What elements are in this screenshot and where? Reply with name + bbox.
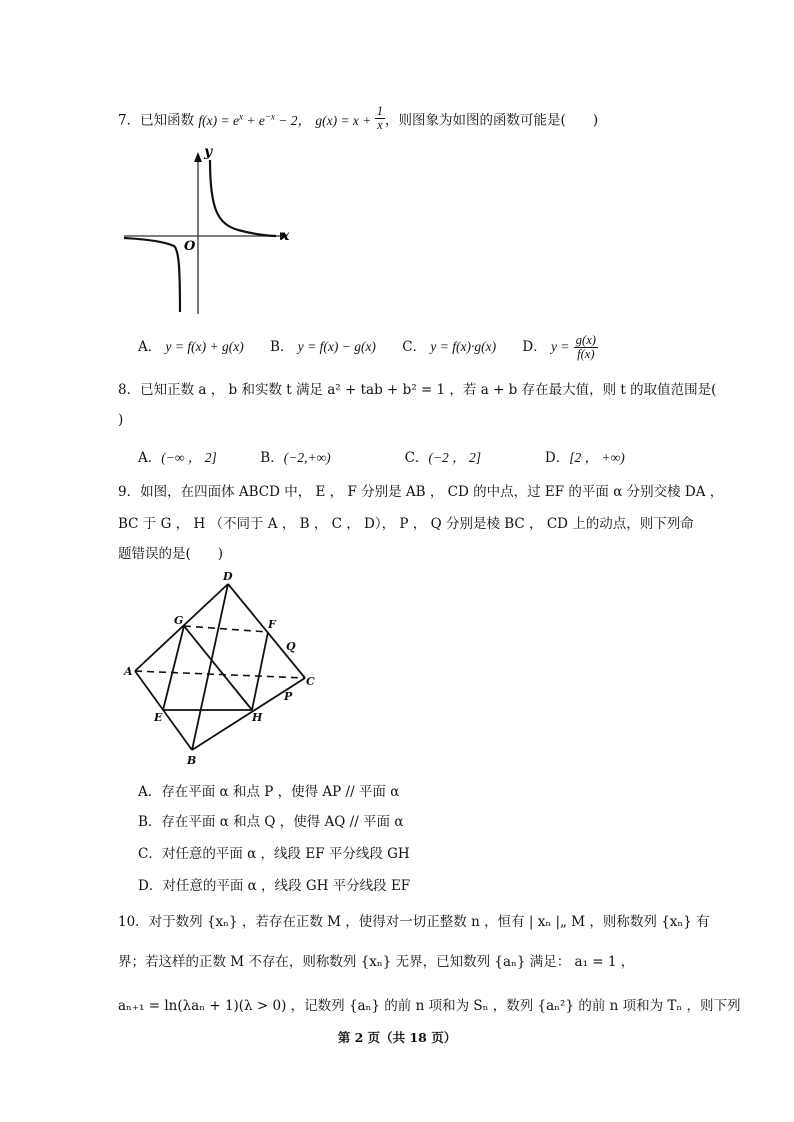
q7-options bbox=[138, 334, 598, 361]
segment-GF-hidden bbox=[184, 626, 268, 632]
q10-stem-line1: 10．对于数列 {xₙ} ，若存在正数 M ，使得对一切正整数 n ，恒有 | xₙ |„ M ，则称数列 {xₙ} 有 bbox=[118, 914, 710, 930]
q7-option-c[interactable]: C． y = f(x)·g(x) bbox=[402, 339, 497, 356]
q9-stem-line2: BC 于 G ， H （不同于 A ， B ， C ， D）， P ， Q 分别是棱 BC ， CD 上的动点，则下列命 bbox=[118, 516, 694, 532]
label-E: E bbox=[154, 711, 163, 724]
label-A: A bbox=[124, 665, 133, 678]
q9-option-b[interactable]: B．存在平面 α 和点 Q ，使得 AQ // 平面 α bbox=[138, 814, 404, 830]
label-P: P bbox=[284, 690, 293, 703]
page-footer: 第 2 页（共 18 页） bbox=[337, 1030, 457, 1045]
q8-options bbox=[138, 446, 625, 466]
label-D: D bbox=[223, 570, 233, 583]
q7-option-a[interactable]: A． y = f(x) + g(x) bbox=[138, 339, 244, 356]
q8-stem-line2: ) bbox=[118, 412, 124, 428]
edge-DB bbox=[192, 584, 228, 750]
q7-tail: ，则图象为如图的函数可能是( ) bbox=[385, 112, 599, 129]
q9-option-c[interactable]: C．对任意的平面 α ，线段 EF 平分线段 GH bbox=[138, 846, 410, 862]
q9-stem-line1: 9．如图，在四面体 ABCD 中， E ， F 分别是 AB ， CD 的中点，过 EF 的平面 α 分别交棱 DA ， bbox=[118, 484, 724, 500]
right-branch-curve bbox=[210, 160, 276, 236]
left-branch-curve bbox=[124, 238, 180, 312]
segment-FH bbox=[252, 632, 268, 710]
label-Q: Q bbox=[286, 640, 296, 653]
q8-stem-line1: 8．已知正数 a ， b 和实数 t 满足 a² + tab + b² = 1 ，若 a + b 存在最大值，则 t 的取值范围是( bbox=[118, 382, 717, 398]
q9-tetrahedron-figure bbox=[120, 568, 325, 766]
label-B: B bbox=[187, 754, 197, 766]
origin-label: O bbox=[184, 239, 196, 254]
q8-option-d[interactable]: D．[2 ， +∞) bbox=[544, 450, 625, 466]
edge-AC-hidden bbox=[135, 671, 305, 678]
q8-option-b[interactable]: B．(−2,+∞) bbox=[260, 450, 331, 466]
q7-stem bbox=[118, 104, 598, 133]
q9-stem-line3: 题错误的是( ) bbox=[118, 546, 224, 562]
q8-option-c[interactable]: C．(−2 ， 2] bbox=[404, 450, 482, 466]
edge-CB bbox=[192, 678, 305, 750]
q7-function-graph bbox=[118, 140, 298, 318]
edge-DC bbox=[228, 584, 305, 678]
segment-GE bbox=[163, 626, 184, 710]
q10-stem-line2: 界；若这样的正数 M 不存在，则称数列 {xₙ} 无界，已知数列 {aₙ} 满足： a₁ = 1 ， bbox=[118, 954, 635, 970]
q10-stem-line3: aₙ₊₁ = ln(λaₙ + 1)(λ > 0) ，记数列 {aₙ} 的前 n 项和为 Sₙ ，数列 {aₙ²} 的前 n 项和为 Tₙ ，则下列 bbox=[118, 998, 741, 1014]
q7-lead: 已知函数 bbox=[140, 112, 195, 129]
q7-option-b[interactable]: B． y = f(x) − g(x) bbox=[270, 339, 376, 356]
label-C: C bbox=[306, 675, 315, 688]
q7-option-d[interactable]: D． y = $\frac{g(x)}{f(x)}$ bbox=[522, 333, 596, 362]
label-H: H bbox=[252, 711, 263, 724]
label-G: G bbox=[174, 614, 184, 627]
q7-number: 7． bbox=[118, 112, 141, 129]
q8-option-a[interactable]: A．(−∞ ， 2] bbox=[138, 450, 217, 466]
y-axis-label: y bbox=[204, 144, 213, 160]
q7-g-definition: g(x) = x + $\frac{1}{x}$ bbox=[315, 103, 384, 132]
x-axis-label: x bbox=[281, 228, 290, 244]
q7-f-definition: $f(x) = e^x + e^{-x} - 2$， bbox=[198, 111, 312, 128]
q9-option-d[interactable]: D．对任意的平面 α ，线段 GH 平分线段 EF bbox=[138, 878, 411, 894]
label-F: F bbox=[268, 618, 276, 631]
segment-GH bbox=[184, 626, 252, 710]
q9-option-a[interactable]: A．存在平面 α 和点 P ，使得 AP // 平面 α bbox=[138, 784, 400, 800]
